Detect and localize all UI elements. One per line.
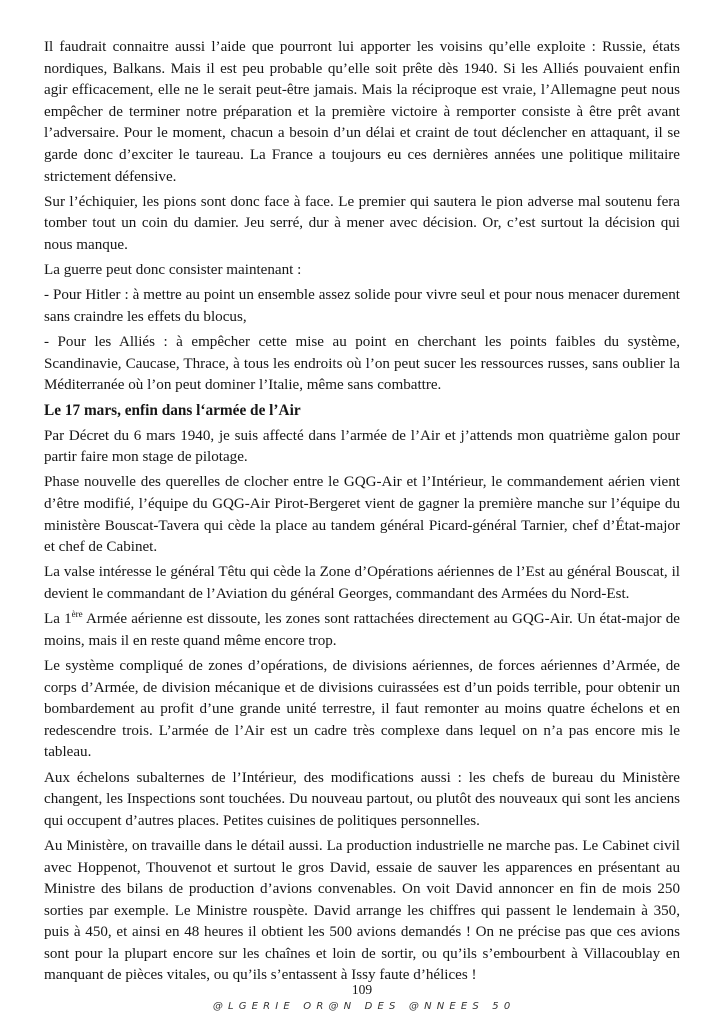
- paragraph: Il faudrait connaitre aussi l’aide que pourront lui apporter les voisins qu’elle exploite : Russie, états nordiques, Balkans. Mais il est peu probable qu’elle soit prête dès 1940. Si les Alliés pouvaient enfin agir efficacement, elle ne le serait peut-être jamais. Mais la réciproque est vraie, l’Allemagne peut nous empêcher de terminer notre préparation et la première victoire à remporter consiste à être prêt avant l’adversaire. Pour le moment, chacun a besoin d’un délai et craint de tout déclencher en attaquant, il se garde donc d’exciter le taureau. La France a toujours eu ces dernières années une politique militaire strictement défensive.: [44, 39, 680, 185]
- paragraph: Au Ministère, on travaille dans le détail aussi. La production industrielle ne marche pas. Le Cabinet civil avec Hoppenot, Thouvenot et surtout le gros David, essaie de sauver les apparences en présentant au Ministre des bilans de production d’avions convenables. On voit David annoncer en fin de mois 250 sorties par exemple. Le Ministre rouspète. David arrange les chiffres qui passent le lendemain à 350, puis à 450, et ainsi en 48 heures il obtient les 500 avions demandés ! On ne précise pas que ces avions sont pour la plupart encore sur les chaînes et loin de sortir, ou qu’ils s’embourbent à Villacoublay en manquant de pièces vitales, ou qu’ils s’entassent à Issy faute d’hélices !: [44, 837, 680, 984]
- text-fragment: Armée aérienne est dissoute, les zones sont rattachées directement au GQG-Air. Un état-major de moins, mais il en reste quand même encore trop.: [44, 611, 680, 649]
- page-number: 109: [351, 982, 373, 997]
- list-item-hitler: - Pour Hitler : à mettre au point un ensemble assez solide pour vivre seul et pour nous menacer durement sans craindre les effets du blocus,: [44, 287, 680, 325]
- paragraph: Par Décret du 6 mars 1940, je suis affecté dans l’armée de l’Air et j’attends mon quatrième galon pour partir faire mon stage de pilotage.: [44, 427, 680, 466]
- paragraph: La valse intéresse le général Têtu qui cède la Zone d’Opérations aériennes de l’Est au général Bouscat, il devient le commandant de l’Aviation du général Georges, commandant des Armées du Nord-Est.: [44, 564, 680, 602]
- text-fragment: La 1: [44, 611, 72, 628]
- footer-text: @ L G E R I E O R @ N D E S @ N N E E S 5 0: [212, 1001, 512, 1012]
- body-text: [44, 37, 680, 991]
- paragraph: Phase nouvelle des querelles de clocher entre le GQG-Air et l’Intérieur, le commandement aérien vient d’être modifié, l’équipe du GQG-Air Pirot-Bergeret vient de gagner la première manche sur l’équipe du ministère Bouscat-Tavera qui cède la place au tandem général Picard-général Tarnier, chef d’État-major et chef de Cabinet.: [44, 474, 680, 556]
- paragraph-armee-aerienne: [44, 609, 680, 652]
- paragraph: Le système compliqué de zones d’opérations, de divisions aériennes, de forces aériennes d’Armée, de corps d’Armée, de division mécanique et de divisions cuirassées est d’un poids terrible, pour obtenir un bombardement au profit d’une grande unité terrestre, il faut remonter au moins quatre échelons et en redescendre trois. L’armée de l’Air est un cadre très complexe dans lequel on n’a pas encore mis le tableau.: [44, 657, 680, 761]
- list-item-allies: - Pour les Alliés : à empêcher cette mise au point en cherchant les points faibles du système, Scandinavie, Caucase, Thrace, à tous les endroits où l’on peut sucer les ressources russes, sans oublier la Méditerranée où l’on peut dominer l’Italie, même sans combattre.: [44, 334, 680, 394]
- paragraph: Sur l’échiquier, les pions sont donc face à face. Le premier qui sautera le pion adverse mal soutenu fera tomber tout un coin du damier. Jeu serré, dur à mener avec décision. Or, c’est surtout la décision qui nous manque.: [44, 193, 680, 253]
- section-heading: Le 17 mars, enfin dans l‘armée de l’Air: [44, 402, 301, 420]
- superscript: ère: [71, 609, 83, 620]
- paragraph: Aux échelons subalternes de l’Intérieur, des modifications aussi : les chefs de bureau du Ministère changent, les Inspections sont touchées. Du nouveau partout, ou plutôt des nouveaux qui sont les anciens qui occupent d’autres places. Petites cuisines de politiques personnelles.: [44, 769, 680, 829]
- paragraph: La guerre peut donc consister maintenant :: [44, 262, 302, 279]
